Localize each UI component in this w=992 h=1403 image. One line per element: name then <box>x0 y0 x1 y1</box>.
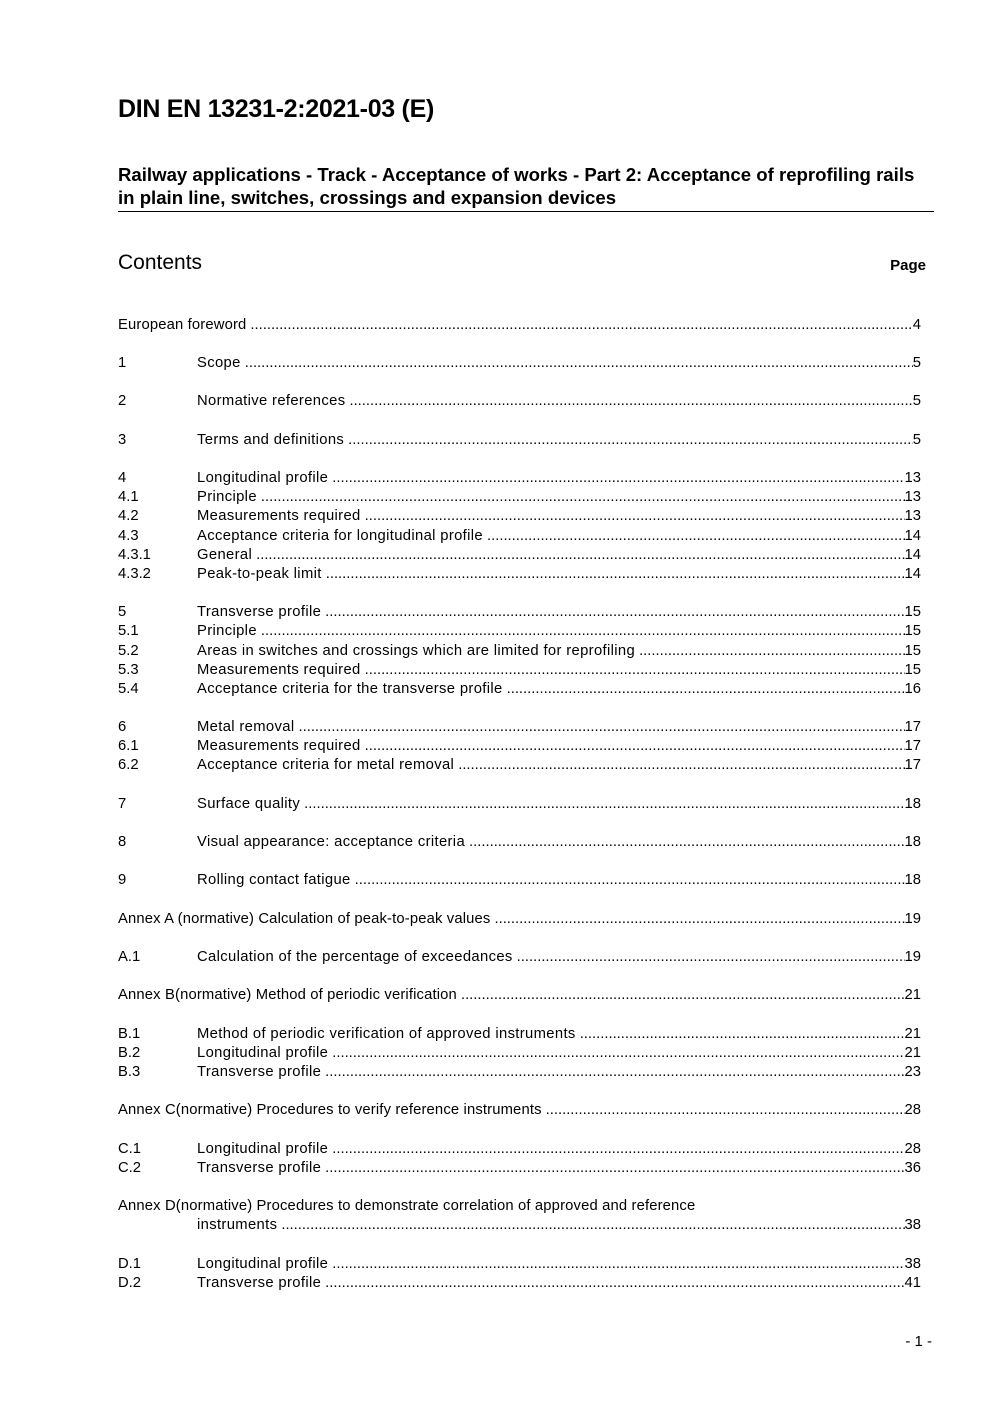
toc-entry-page: 13 <box>904 508 921 524</box>
toc-entry-number: 6 <box>118 719 127 735</box>
toc-dot-leader <box>580 1025 905 1044</box>
toc-entry <box>118 622 921 641</box>
toc-entry-number: D.1 <box>118 1256 142 1272</box>
toc-entry <box>118 1274 921 1293</box>
toc-entry-number: C.2 <box>118 1160 142 1176</box>
toc-entry-page: 21 <box>904 1045 921 1061</box>
toc-entry-label: Principle <box>197 489 257 505</box>
toc-dot-leader <box>256 546 904 565</box>
toc-entry <box>118 1101 921 1120</box>
toc-entry <box>118 546 921 565</box>
toc-dot-leader <box>332 1255 904 1274</box>
toc-dot-leader <box>461 986 905 1005</box>
toc-entry-page: 38 <box>904 1217 921 1233</box>
toc-entry <box>118 661 921 680</box>
toc-entry-number: 5 <box>118 604 127 620</box>
toc-entry <box>118 488 921 507</box>
toc-dot-leader <box>304 795 904 814</box>
toc-entry <box>118 833 921 852</box>
toc-entry-page: 21 <box>904 1026 921 1042</box>
toc-entry-page: 38 <box>904 1256 921 1272</box>
toc-entry-number: 6.2 <box>118 757 139 773</box>
toc-entry <box>118 795 921 814</box>
toc-entry-number: 7 <box>118 796 127 812</box>
document-title: DIN EN 13231-2:2021-03 (E) <box>118 95 434 123</box>
toc-entry <box>118 603 921 622</box>
toc-entry-number: A.1 <box>118 949 141 965</box>
toc-entry <box>118 431 921 450</box>
toc-dot-leader <box>487 527 905 546</box>
toc-entry-page: 14 <box>904 528 921 544</box>
toc-entry-label: Transverse profile <box>197 1275 322 1291</box>
toc-entry-page: 15 <box>904 604 921 620</box>
toc-entry-label: Longitudinal profile <box>197 1256 329 1272</box>
toc-entry-label: Metal removal <box>197 719 295 735</box>
toc-entry-label: Acceptance criteria for metal removal <box>197 757 455 773</box>
toc-entry-page: 28 <box>904 1141 921 1157</box>
toc-entry-label: Visual appearance: acceptance criteria <box>197 834 466 850</box>
toc-dot-leader <box>332 1044 904 1063</box>
toc-entry-page: 14 <box>904 547 921 563</box>
toc-entry-label: Transverse profile <box>197 1064 322 1080</box>
toc-entry <box>118 737 921 756</box>
toc-entry-number: 2 <box>118 393 127 409</box>
toc-dot-leader <box>261 622 905 641</box>
toc-dot-leader <box>365 661 905 680</box>
toc-entry-label: Longitudinal profile <box>197 1045 329 1061</box>
toc-entry <box>118 527 921 546</box>
toc-entry <box>118 565 921 584</box>
toc-dot-leader <box>332 1140 904 1159</box>
toc-entry <box>118 1159 921 1178</box>
toc-dot-leader <box>325 603 904 622</box>
toc-dot-leader <box>325 1063 904 1082</box>
toc-entry-label: Peak-to-peak limit <box>197 566 322 582</box>
toc-entry-number: 3 <box>118 432 127 448</box>
toc-entry <box>118 1063 921 1082</box>
toc-dot-leader <box>355 871 905 890</box>
toc-entry-page: 5 <box>912 432 921 448</box>
toc-entry-label: Measurements required <box>197 738 361 754</box>
toc-entry-page: 23 <box>904 1064 921 1080</box>
toc-entry-label: Annex B(normative) Method of periodic verification <box>118 987 457 1003</box>
toc-entry-number: C.1 <box>118 1141 142 1157</box>
toc-entry <box>118 948 921 967</box>
toc-entry-number: 5.4 <box>118 681 139 697</box>
toc-dot-leader <box>326 565 905 584</box>
toc-entry-label: Transverse profile <box>197 1160 322 1176</box>
toc-entry <box>118 910 921 929</box>
toc-dot-leader <box>325 1274 904 1293</box>
toc-entry-page: 41 <box>904 1275 921 1291</box>
toc-entry-page: 19 <box>904 911 921 927</box>
toc-entry-label: European foreword <box>118 317 247 333</box>
toc-entry <box>118 1197 921 1216</box>
toc-dot-leader <box>332 469 904 488</box>
toc-entry-page: 15 <box>904 643 921 659</box>
toc-entry-page: 4 <box>912 317 921 333</box>
toc-dot-leader <box>250 316 912 335</box>
toc-entry-label: Longitudinal profile <box>197 470 329 486</box>
contents-heading: Contents <box>118 251 203 274</box>
toc-entry-label: Acceptance criteria for the transverse profile <box>197 681 503 697</box>
toc-entry <box>118 316 921 335</box>
toc-entry <box>118 1044 921 1063</box>
toc-entry <box>118 469 921 488</box>
toc-dot-leader <box>261 488 905 507</box>
toc-entry-number: 4.2 <box>118 508 139 524</box>
toc-entry-page: 13 <box>904 470 921 486</box>
toc-entry-label: Method of periodic verification of approved instruments <box>197 1026 576 1042</box>
toc-entry <box>118 354 921 373</box>
toc-entry-number: 4 <box>118 470 127 486</box>
toc-entry-number: 8 <box>118 834 127 850</box>
toc-entry-label: Acceptance criteria for longitudinal profile <box>197 528 483 544</box>
toc-entry-number: B.1 <box>118 1026 141 1042</box>
toc-entry-number: 4.3.2 <box>118 566 151 582</box>
toc-dot-leader <box>348 431 913 450</box>
toc-entry-page: 28 <box>904 1102 921 1118</box>
toc-dot-leader <box>325 1159 904 1178</box>
toc-entry <box>118 986 921 1005</box>
toc-entry-page: 14 <box>904 566 921 582</box>
toc-entry-label: Longitudinal profile <box>197 1141 329 1157</box>
toc-entry-page: 16 <box>904 681 921 697</box>
toc-entry-page: 5 <box>912 393 921 409</box>
toc-entry <box>118 680 921 699</box>
document-subtitle: Railway applications - Track - Acceptance of works - Part 2: Acceptance of reprofiling rails in plain line, switches, crossings and expansion devices <box>118 163 934 212</box>
page-number: - 1 - <box>905 1333 932 1350</box>
page-column-label: Page <box>890 257 926 274</box>
toc-entry <box>118 1255 921 1274</box>
toc-entry-label: Measurements required <box>197 662 361 678</box>
toc-entry-number: 4.3 <box>118 528 139 544</box>
toc-entry-page: 36 <box>904 1160 921 1176</box>
toc-entry-page: 21 <box>904 987 921 1003</box>
toc-entry-page: 13 <box>904 489 921 505</box>
toc-entry-label: Transverse profile <box>197 604 322 620</box>
toc-entry-label: Surface quality <box>197 796 301 812</box>
toc-entry-page: 18 <box>904 834 921 850</box>
toc-entry-label: Terms and definitions <box>197 432 345 448</box>
toc-entry-label: General <box>197 547 253 563</box>
toc-entry <box>118 1216 921 1235</box>
toc-entry <box>118 1140 921 1159</box>
toc-entry-number: 1 <box>118 355 127 371</box>
toc-entry-page: 17 <box>904 757 921 773</box>
toc-entry-number: 5.1 <box>118 623 139 639</box>
toc-entry <box>118 718 921 737</box>
toc-entry <box>118 871 921 890</box>
toc-entry-number: B.2 <box>118 1045 141 1061</box>
toc-entry-number: B.3 <box>118 1064 141 1080</box>
toc-dot-leader <box>494 910 904 929</box>
toc-dot-leader <box>507 680 905 699</box>
toc-entry-label: Areas in switches and crossings which are limited for reprofiling <box>197 643 636 659</box>
toc-dot-leader <box>349 392 912 411</box>
toc-entry-page: 18 <box>904 872 921 888</box>
toc-entry-page: 18 <box>904 796 921 812</box>
toc-entry-number: 5.3 <box>118 662 139 678</box>
toc-entry <box>118 392 921 411</box>
toc-entry <box>118 1025 921 1044</box>
toc-entry-number: D.2 <box>118 1275 142 1291</box>
toc-entry-number: 4.3.1 <box>118 547 151 563</box>
toc-entry-label: Normative references <box>197 393 346 409</box>
toc-dot-leader <box>298 718 904 737</box>
toc-dot-leader <box>365 737 905 756</box>
toc-entry-number: 5.2 <box>118 643 139 659</box>
toc-entry-number: 4.1 <box>118 489 139 505</box>
toc-entry-page: 17 <box>904 738 921 754</box>
toc-dot-leader <box>546 1101 905 1120</box>
toc-entry-page: 5 <box>912 355 921 371</box>
toc-entry-number: 6.1 <box>118 738 139 754</box>
toc-entry-label: Annex D(normative) Procedures to demonstrate correlation of approved and reference <box>118 1198 696 1214</box>
toc-entry-page: 19 <box>904 949 921 965</box>
toc-entry-number: 9 <box>118 872 127 888</box>
toc-dot-leader <box>517 948 905 967</box>
toc-dot-leader <box>365 507 905 526</box>
toc-dot-leader <box>245 354 913 373</box>
toc-entry-page: 15 <box>904 623 921 639</box>
toc-dot-leader <box>281 1216 904 1235</box>
toc-entry-label: Scope <box>197 355 241 371</box>
toc-entry-page: 15 <box>904 662 921 678</box>
toc-entry-label: Annex C(normative) Procedures to verify reference instruments <box>118 1102 542 1118</box>
toc-entry <box>118 756 921 775</box>
toc-entry <box>118 642 921 661</box>
toc-dot-leader <box>469 833 905 852</box>
toc-dot-leader <box>639 642 904 661</box>
toc-entry-label: Calculation of the percentage of exceedances <box>197 949 513 965</box>
toc-entry-page: 17 <box>904 719 921 735</box>
toc-entry-label: Principle <box>197 623 257 639</box>
toc-dot-leader <box>458 756 904 775</box>
toc-entry-label: Annex A (normative) Calculation of peak-to-peak values <box>118 911 491 927</box>
toc-entry-label: Rolling contact fatigue <box>197 872 351 888</box>
toc-entry-label: Measurements required <box>197 508 361 524</box>
toc-entry-label: instruments <box>197 1217 278 1233</box>
toc-entry <box>118 507 921 526</box>
